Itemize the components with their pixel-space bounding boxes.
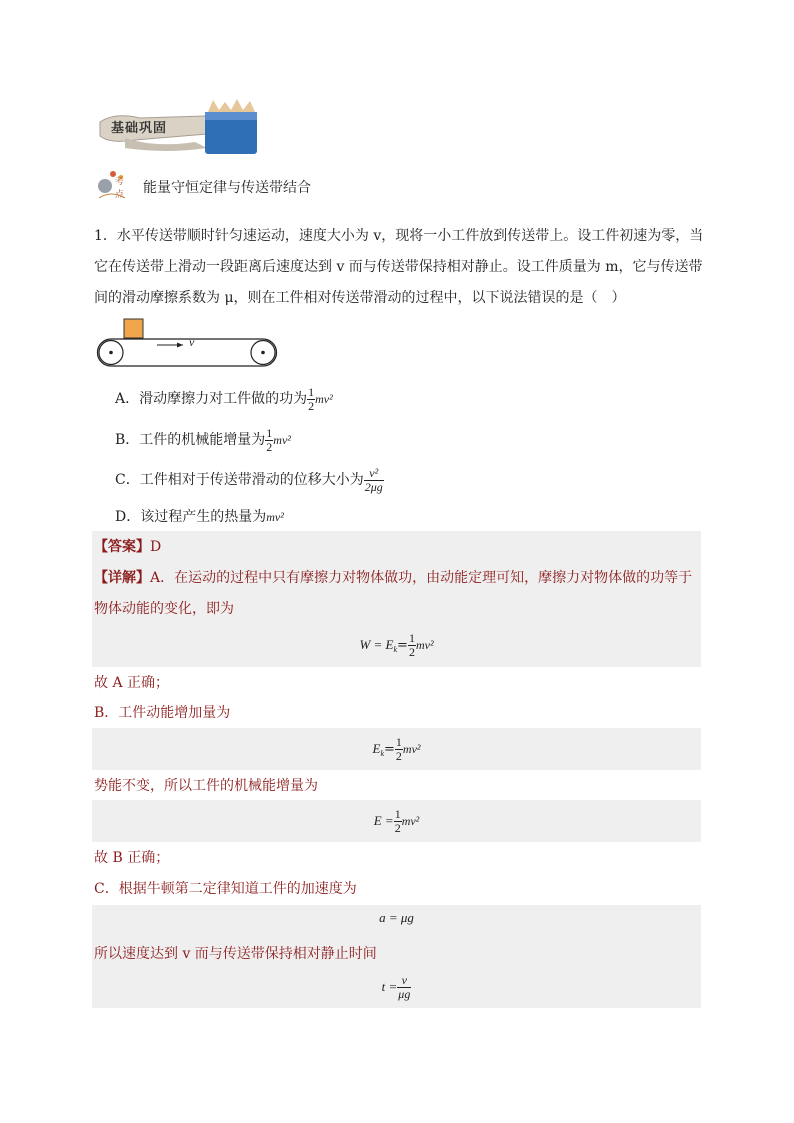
answer-line [94, 537, 161, 557]
option-a-fraction: $\frac{1}{2}$ [308, 384, 315, 413]
detail-label: 【详解】 [94, 570, 150, 586]
section-tag [95, 168, 129, 210]
detail-line-1 [94, 568, 692, 588]
detail-b-line-2: 势能不变，所以工件的机械能增量为 [94, 778, 318, 794]
option-d-mv2: mv² [266, 510, 284, 524]
answer-label: 【答案】 [94, 539, 150, 555]
conveyor-belt-figure [93, 318, 283, 370]
section-tag-bottom: 点 [115, 190, 125, 200]
velocity-label: v [189, 335, 195, 349]
equation-2: E k = $\frac{1}{2}$ mv² [372, 734, 421, 763]
option-a-text: A．滑动摩擦力对工件做的功为 [115, 391, 308, 407]
option-d [115, 507, 284, 527]
equation-1: W = E k = $\frac{1}{2}$ mv² [359, 630, 434, 659]
detail-b-line-1: B．工件动能增加量为 [94, 705, 231, 721]
option-a-mv2: mv² [315, 392, 333, 406]
detail-a-conclusion: 故 A 正确； [94, 675, 170, 691]
option-b-text: B．工件的机械能增量为 [115, 432, 266, 448]
option-b-fraction: $\frac{1}{2}$ [266, 425, 273, 454]
detail-c-line-2: 所以速度达到 v 而与传送带保持相对静止时间 [94, 946, 377, 962]
answer-value: D [150, 539, 162, 555]
detail-a-line-1: A．在运动的过程中只有摩擦力对物体做功，由动能定理可知，摩擦力对物体做的功等于 [150, 570, 693, 586]
question-line-2: 它在传送带上滑动一段距离后速度达到 v 而与传送带保持相对静止。设工件质量为 m，它与传送带 [94, 259, 703, 275]
option-d-text: D．该过程产生的热量为 [115, 509, 267, 525]
detail-b-conclusion: 故 B 正确； [94, 850, 170, 866]
option-c-fraction: $\frac{\text{v²}}{2\mu g}$ [364, 465, 383, 494]
belt-outline [98, 339, 277, 366]
question-line-1: 1．水平传送带顺时针匀速运动，速度大小为 v，现将一小工件放到传送带上。设工件初速为零，当 [94, 228, 704, 244]
option-c-text: C．工件相对于传送带滑动的位移大小为 [115, 472, 364, 488]
option-b [115, 423, 291, 457]
workpiece-block [124, 319, 143, 338]
option-a [115, 382, 333, 416]
equation-5: t = $\frac{v}{\mu g}$ [381, 972, 411, 1001]
question-line-3: 间的滑动摩擦系数为 μ，则在工件相对传送带滑动的过程中，以下说法错误的是（ ） [94, 290, 626, 306]
option-c [115, 463, 384, 497]
section-tag-top: 考 [115, 177, 125, 187]
detail-c-line-1: C．根据牛顿第二定律知道工件的加速度为 [94, 881, 357, 897]
option-b-mv2: mv² [273, 433, 291, 447]
equation-3: E = $\frac{1}{2}$ mv² [373, 806, 420, 835]
banner-label: 基础巩固 [111, 121, 168, 136]
section-title: 能量守恒定律与传送带结合 [143, 180, 311, 196]
section-banner [95, 98, 265, 156]
detail-a-line-2: 物体动能的变化，即为 [94, 601, 234, 617]
equation-4: a = μg [379, 910, 414, 925]
